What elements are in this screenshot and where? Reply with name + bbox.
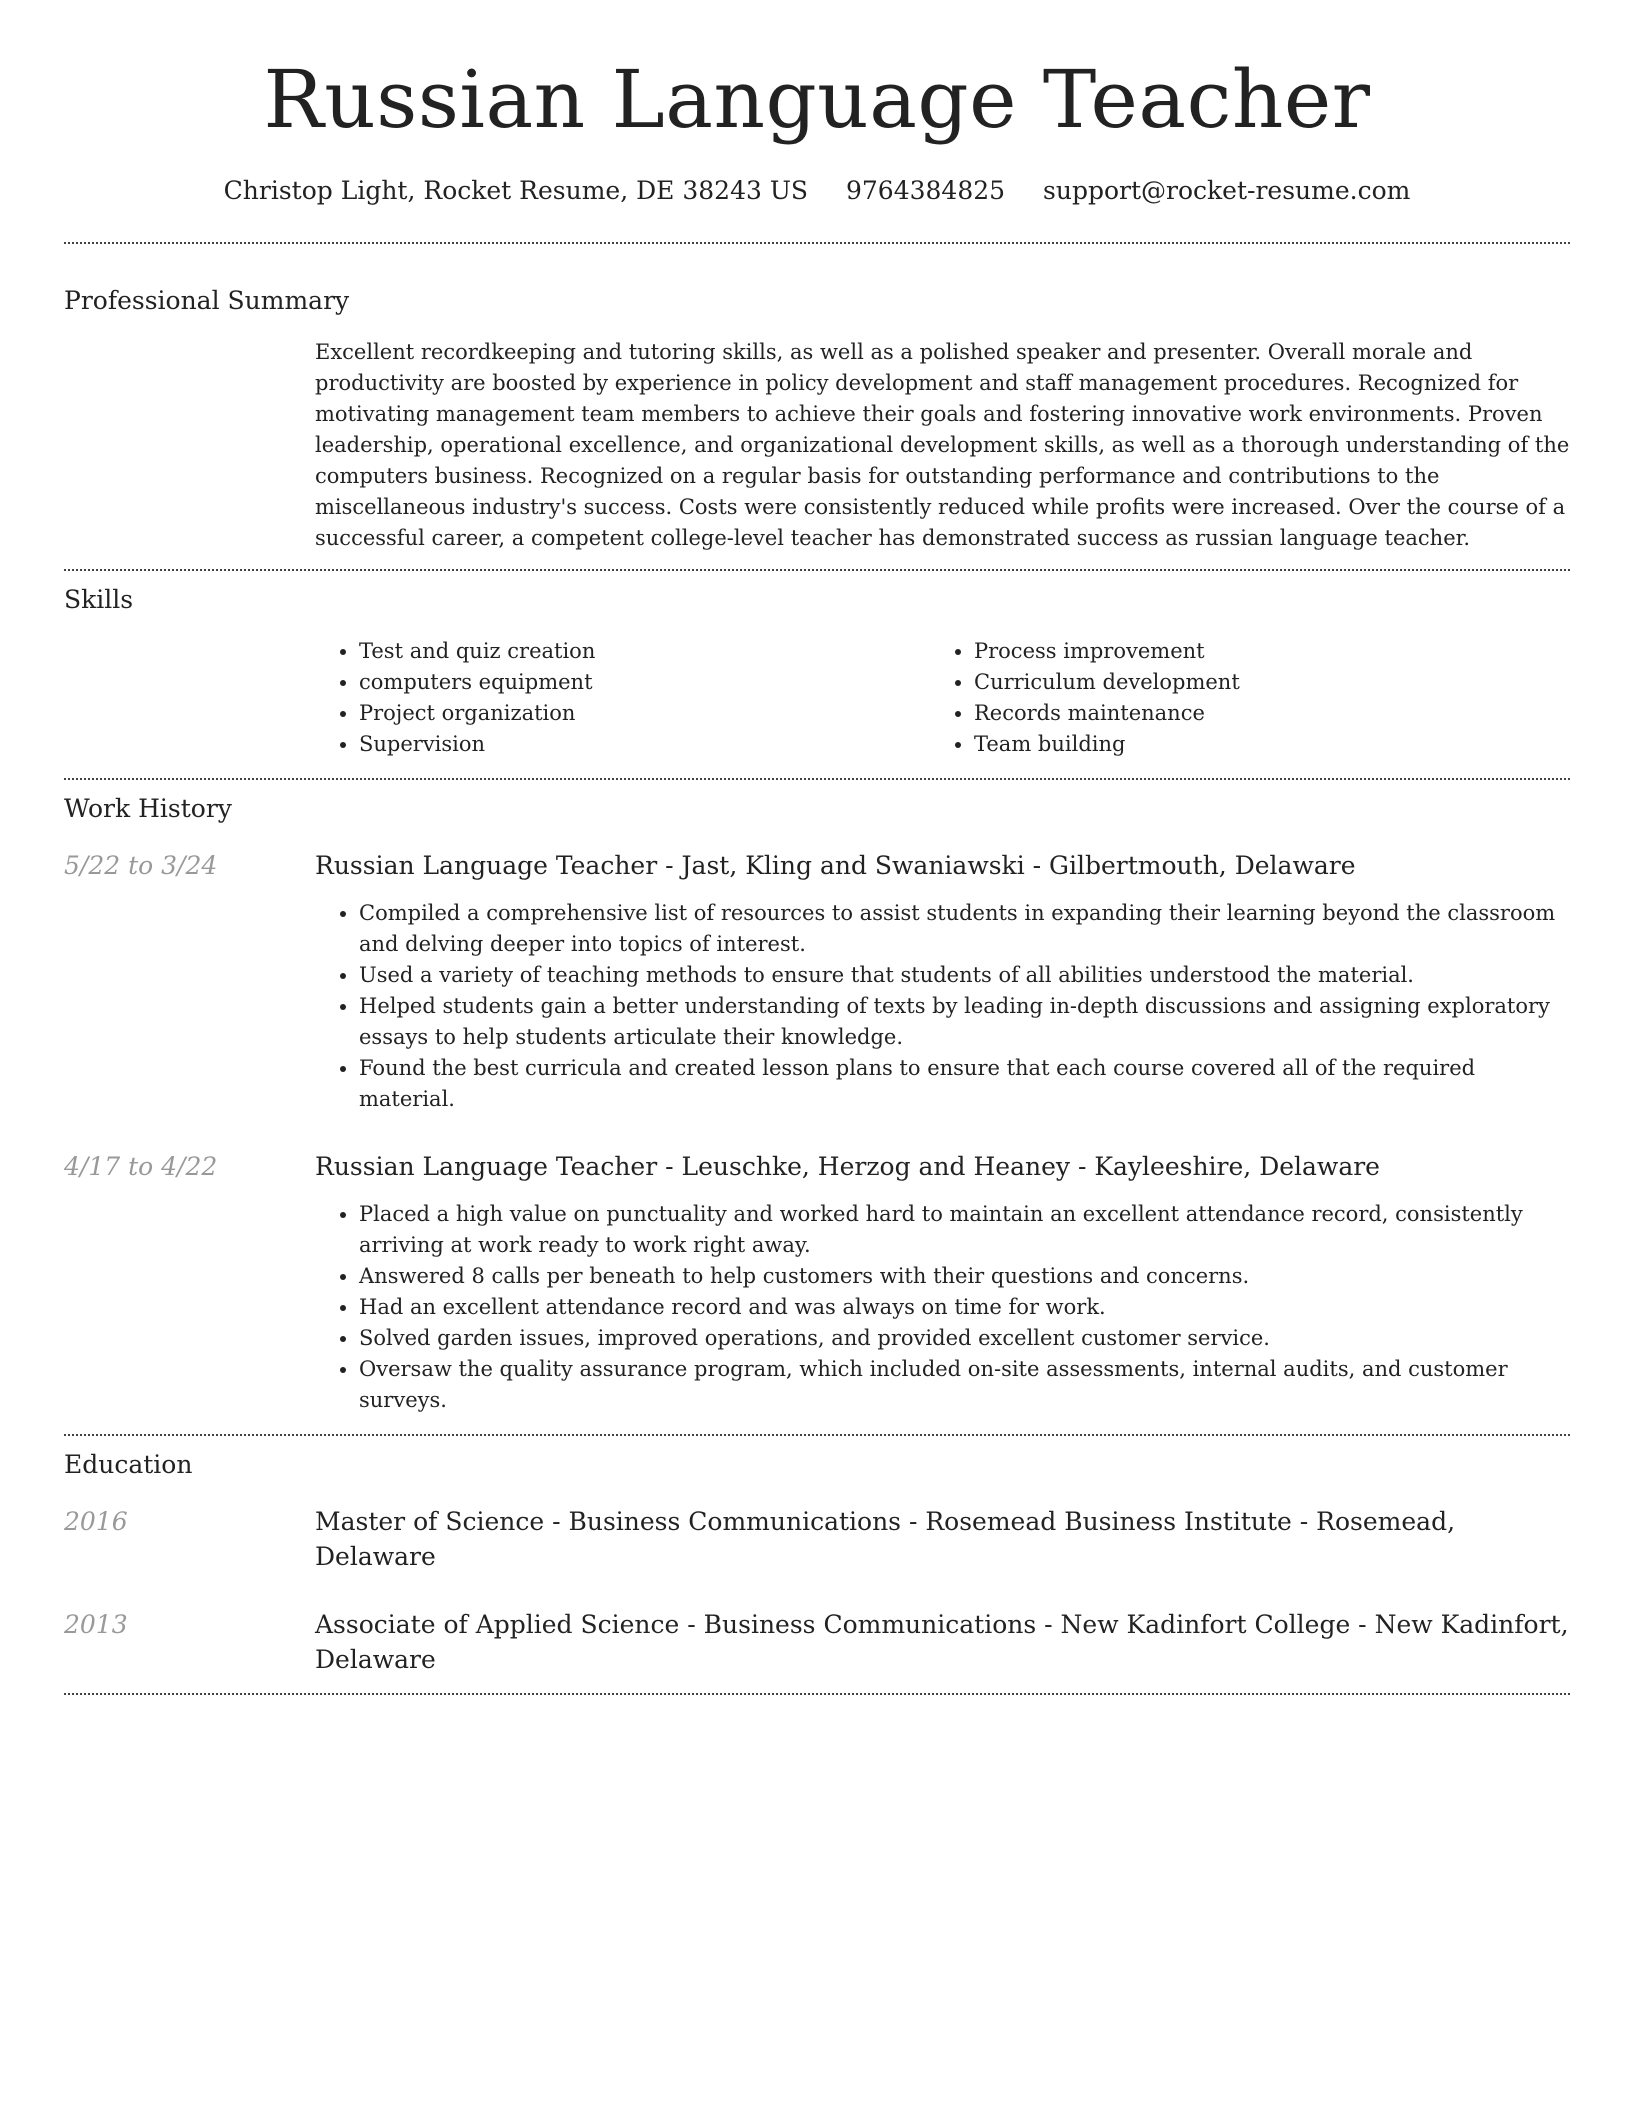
summary-text: Excellent recordkeeping and tutoring skills, as well as a polished speaker and presenter. Overall morale and productivity are boosted by experience in policy development and staff management procedures. Recognized for motivating management team members to achieve their goals and fostering innovative work environments. Proven leadership, operational excellence, and organizational development skills, as well as a thorough understanding of the computers business. Recognized on a regular basis for outstanding performance and contributions to the miscellaneous industry's success. Costs were consistently reduced while profits were increased. Over the course of a successful career, a competent college-level teacher has demonstrated success as russian language teacher. bbox=[315, 340, 1570, 550]
contact-phone: 9764384825 bbox=[846, 176, 1006, 205]
job-bullet: • Helped students gain a better understanding of texts by leading in-depth discussions and assigning exploratory essays to help students articulate their knowledge. bbox=[359, 991, 1570, 1053]
skill-item: • Process improvement bbox=[974, 636, 1545, 667]
resume-title: Russian Language Teacher bbox=[263, 53, 1371, 146]
job-entry bbox=[64, 1149, 1570, 1184]
summary-section bbox=[64, 284, 1570, 554]
divider bbox=[64, 1693, 1570, 1695]
resume-page bbox=[64, 0, 1570, 1695]
skill-item: • computers equipment bbox=[359, 667, 930, 698]
section-title-education: Education bbox=[64, 1450, 193, 1479]
job-entry bbox=[64, 848, 1570, 883]
divider bbox=[64, 569, 1570, 571]
divider bbox=[64, 242, 1570, 244]
job-bullets bbox=[315, 898, 1570, 1115]
job-bullet: • Oversaw the quality assurance program, which included on-site assessments, internal audits, and customer surveys. bbox=[359, 1354, 1570, 1416]
contact-email: support@rocket-resume.com bbox=[1043, 176, 1411, 205]
job-bullet: • Solved garden issues, improved operations, and provided excellent customer service. bbox=[359, 1323, 1570, 1354]
skills-section bbox=[64, 583, 1570, 760]
job-bullet: • Compiled a comprehensive list of resources to assist students in expanding their learning beyond the classroom and delving deeper into topics of interest. bbox=[359, 898, 1570, 960]
summary-body bbox=[315, 337, 1570, 554]
job-details: - Leuschke, Herzog and Heaney - Kayleeshire, Delaware bbox=[657, 1152, 1380, 1181]
job-dates: 4/17 to 4/22 bbox=[64, 1152, 218, 1181]
job-position: Russian Language Teacher bbox=[315, 851, 658, 880]
job-heading bbox=[315, 848, 1570, 883]
section-title-work: Work History bbox=[64, 794, 232, 823]
skill-item: • Curriculum development bbox=[974, 667, 1545, 698]
divider bbox=[64, 1434, 1570, 1436]
job-bullet: • Had an excellent attendance record and was always on time for work. bbox=[359, 1292, 1570, 1323]
job-bullets bbox=[315, 1199, 1570, 1416]
skill-item: • Supervision bbox=[359, 729, 930, 760]
job-dates: 5/22 to 3/24 bbox=[64, 851, 218, 880]
education-year: 2016 bbox=[64, 1507, 128, 1536]
education-entry bbox=[64, 1607, 1570, 1677]
job-bullet: • Used a variety of teaching methods to ensure that students of all abilities understood the material. bbox=[359, 960, 1570, 991]
education-year: 2013 bbox=[64, 1610, 128, 1639]
skill-item: • Team building bbox=[974, 729, 1545, 760]
education-details: - Rosemead Business Institute - Rosemead, Delaware bbox=[315, 1507, 1456, 1571]
skill-item: • Test and quiz creation bbox=[359, 636, 930, 667]
education-heading bbox=[315, 1504, 1570, 1574]
section-title-skills: Skills bbox=[64, 585, 134, 614]
job-bullet: • Found the best curricula and created lesson plans to ensure that each course covered all of the required material. bbox=[359, 1053, 1570, 1115]
job-bullet: • Placed a high value on punctuality and worked hard to maintain an excellent attendance record, consistently arriving at work ready to work right away. bbox=[359, 1199, 1570, 1261]
section-title-summary: Professional Summary bbox=[64, 286, 350, 315]
job-position: Russian Language Teacher bbox=[315, 1152, 658, 1181]
skills-grid bbox=[315, 636, 1570, 760]
contact-address: Christop Light, Rocket Resume, DE 38243 US bbox=[223, 176, 809, 205]
education-heading bbox=[315, 1607, 1570, 1677]
contact-line bbox=[64, 174, 1570, 208]
skill-item: • Project organization bbox=[359, 698, 930, 729]
skills-list-left bbox=[315, 636, 930, 760]
divider bbox=[64, 778, 1570, 780]
education-details: - New Kadinfort College - New Kadinfort, Delaware bbox=[315, 1610, 1569, 1674]
job-bullet: • Answered 8 calls per beneath to help customers with their questions and concerns. bbox=[359, 1261, 1570, 1292]
education-entry bbox=[64, 1504, 1570, 1574]
job-details: - Jast, Kling and Swaniawski - Gilbertmouth, Delaware bbox=[657, 851, 1356, 880]
work-section bbox=[64, 792, 1570, 1416]
job-heading bbox=[315, 1149, 1570, 1184]
education-degree: Associate of Applied Science - Business Communications bbox=[315, 1610, 1037, 1639]
skills-list-right bbox=[930, 636, 1545, 760]
skill-item: • Records maintenance bbox=[974, 698, 1545, 729]
education-section bbox=[64, 1448, 1570, 1677]
education-degree: Master of Science - Business Communications bbox=[315, 1507, 901, 1536]
